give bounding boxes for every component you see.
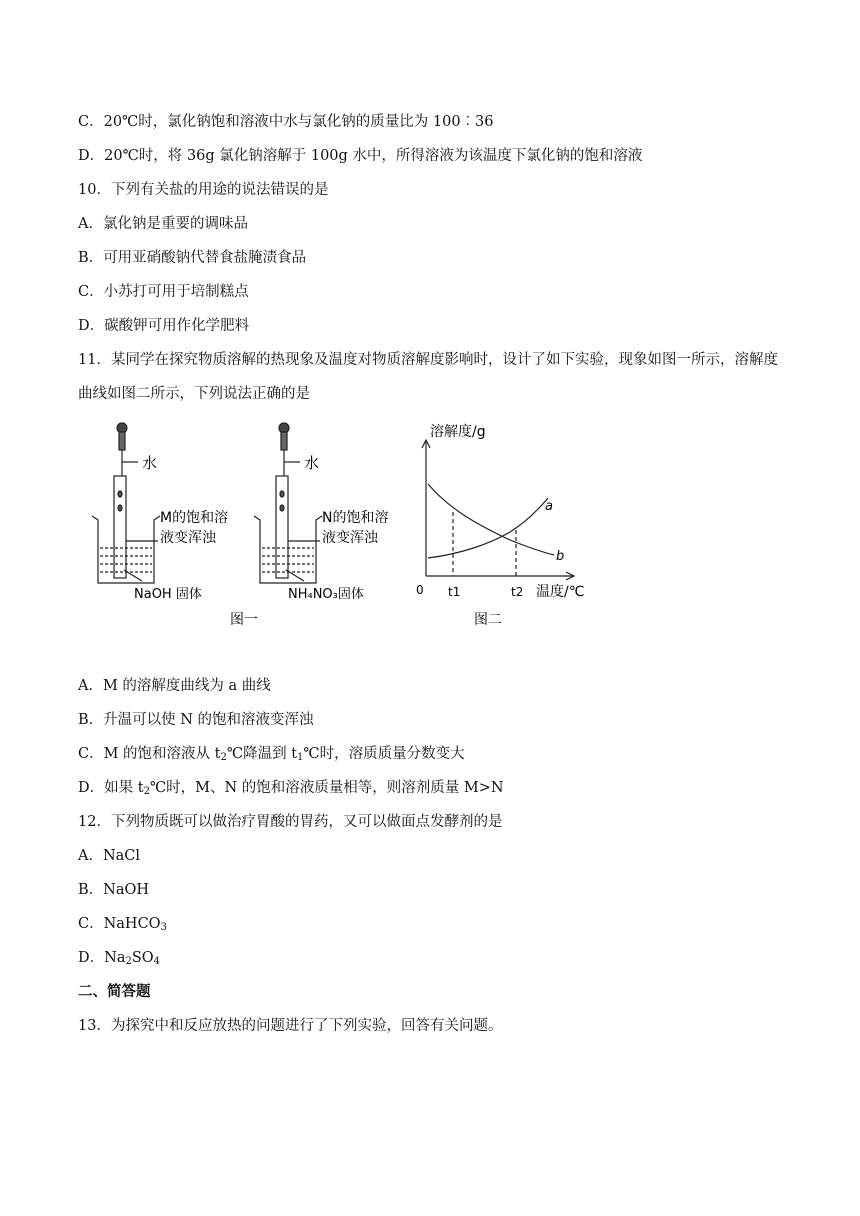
q11d-post: ℃时，M、N 的饱和溶液质量相等，则溶剂质量 M>N — [149, 780, 504, 796]
q11d-sub1: 2 — [143, 786, 150, 797]
q11-figure — [80, 418, 600, 638]
section-heading: 二、简答题 — [78, 983, 151, 1000]
q9-option-c: C．20℃时，氯化钠饱和溶液中水与氯化钠的质量比为 100︰36 — [78, 114, 494, 130]
q12d-mid: SO — [131, 950, 154, 966]
q12-option-a: A．NaCl — [78, 848, 141, 864]
q12c-sub1: 3 — [160, 922, 167, 933]
naoh-label: NaOH 固体 — [134, 587, 202, 602]
tick-t2: t2 — [511, 585, 524, 599]
figure-one-apparatus-2 — [254, 423, 322, 583]
q12c-pre: C．NaHCO — [78, 916, 161, 932]
origin-label: 0 — [416, 583, 424, 597]
figure-one-apparatus — [92, 423, 160, 583]
curve-b-line — [428, 484, 554, 555]
q11c-post: ℃时，溶质质量分数变大 — [303, 746, 465, 762]
q10-option-c: C．小苏打可用于培制糕点 — [78, 284, 249, 300]
q11-option-b: B．升温可以使 N 的饱和溶液变浑浊 — [78, 712, 314, 728]
q9-option-d: D．20℃时，将 36g 氯化钠溶解于 100g 水中，所得溶液为该温度下氯化钠的饱和溶液 — [78, 148, 643, 164]
q11-option-a: A．M 的溶解度曲线为 a 曲线 — [78, 678, 271, 694]
water-label-2: 水 — [304, 454, 320, 472]
m-saturated-label-1: M的饱和溶 — [160, 510, 229, 526]
curve-a-line — [428, 498, 548, 558]
water-label-1: 水 — [142, 454, 158, 472]
q11d-pre: D．如果 t — [78, 780, 144, 796]
q10-option-b: B．可用亚硝酸钠代替食盐腌渍食品 — [78, 250, 307, 266]
q12-stem: 12．下列物质既可以做治疗胃酸的胃药，又可以做面点发酵剂的是 — [78, 814, 503, 830]
q11-option-d — [78, 778, 504, 802]
q11-option-c — [78, 744, 465, 768]
q11c-sub1: 2 — [220, 752, 227, 763]
n-saturated-label-2: 液变浑浊 — [322, 530, 378, 546]
q12d-sub2: 4 — [153, 956, 161, 967]
q12-option-b: B．NaOH — [78, 882, 150, 898]
q10-option-a: A．氯化钠是重要的调味品 — [78, 216, 248, 232]
q12-option-c — [78, 914, 167, 938]
q11c-sub2: 1 — [297, 752, 304, 763]
q11-stem: 11．某同学在探究物质溶解的热现象及温度对物质溶解度影响时，设计了如下实验，现象如图一所示，溶解度曲线如图二所示，下列说法正确的是 — [78, 352, 778, 402]
q11c-pre: C．M 的饱和溶液从 t — [78, 746, 221, 762]
q10-stem: 10．下列有关盐的用途的说法错误的是 — [78, 182, 329, 198]
n-saturated-label-1: N的饱和溶 — [322, 510, 389, 526]
q12d-pre: D．Na — [78, 950, 126, 966]
figure-one-caption: 图一 — [230, 612, 258, 628]
q13-stem: 13．为探究中和反应放热的问题进行了下列实验，回答有关问题。 — [78, 1018, 503, 1034]
nh4no3-label: NH₄NO₃固体 — [288, 587, 364, 602]
figure-two-caption: 图二 — [474, 612, 502, 628]
q12-option-d — [78, 948, 160, 972]
curve-a-label: a — [545, 499, 553, 514]
y-axis-label: 溶解度/g — [430, 424, 486, 440]
q11c-mid: ℃降温到 t — [226, 746, 298, 762]
q12d-sub1: 2 — [125, 956, 132, 967]
x-axis-label: 温度/℃ — [536, 584, 585, 600]
tick-t1: t1 — [448, 585, 461, 599]
m-saturated-label-2: 液变浑浊 — [160, 530, 216, 546]
q10-option-d: D．碳酸钾可用作化学肥料 — [78, 318, 250, 334]
curve-b-label: b — [556, 549, 565, 564]
